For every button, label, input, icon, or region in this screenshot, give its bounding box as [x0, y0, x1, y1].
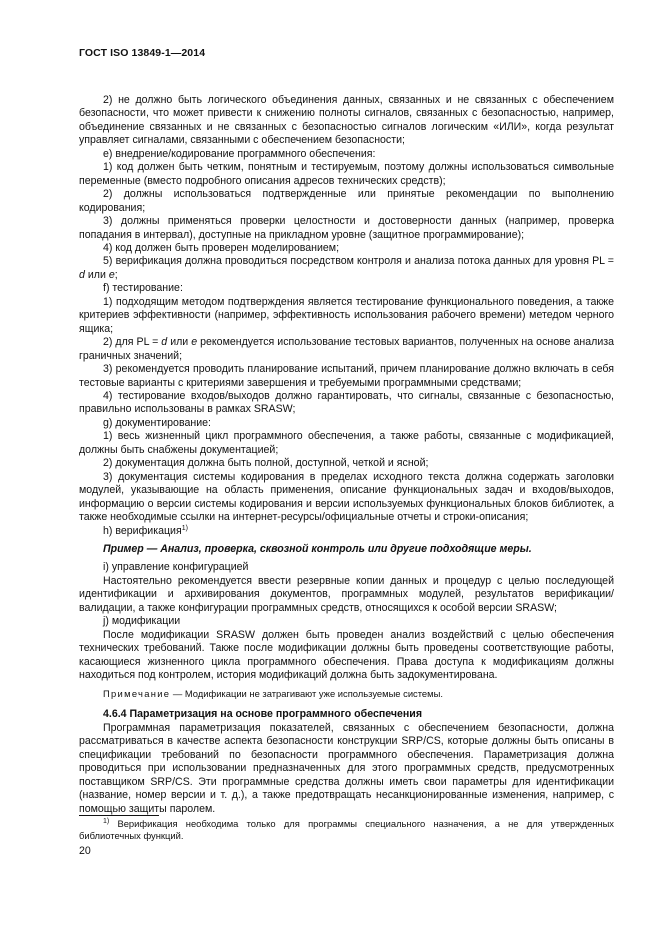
footnote-mark: 1)	[103, 818, 110, 825]
list-item: 3) должны применяться проверки целостности и достоверности данных (например, проверка попадания в интервал), доступные на прикладном уровне (защитное программирование);	[79, 215, 614, 241]
list-item: 1) код должен быть четким, понятным и тестируемым, поэтому должны использоваться символьные переменные (вместо подробного описания адресов технических средств);	[79, 161, 614, 187]
list-item-test-pl: 2) для PL = d или e рекомендуется использование тестовых вариантов, полученных на основе анализа граничных значений;	[79, 336, 614, 362]
footnote-divider	[79, 815, 159, 816]
list-item: 3) документация системы кодирования в пределах исходного текста должна содержать заголовки модулей, указывающие на область применения, описание функциональных задач и входов/выходов, информацию о версии системы кодирования и версии используемых функциональных блоков библиотек, а также необходимые ссылки на интернет-ресурсы/официальные отчеты и строки-описания;	[79, 470, 614, 524]
list-item: 1) подходящим методом подтверждения является тестирование функционального поведения, а также критериев эффективности (например, эффективность использования рабочего времени) метедом черного ящика;	[79, 295, 614, 335]
paragraph: Настоятельно рекомендуется ввести резервные копии данных и процедур с целью последующей идентификации и архивирования документов, программных модулей, результатов верификации/валидации, а также конфигурации программных средств, относящихся к особой версии SRASW;	[79, 574, 614, 614]
example-text: Пример — Анализ, проверка, сквозной контроль или другие подходящие меры.	[103, 542, 532, 555]
list-heading: j) модификации	[103, 615, 181, 628]
list-item: 4) тестирование входов/выходов должно гарантировать, что сигналы, связанные с безопасностью, правильно использованы в рамках SRASW;	[79, 389, 614, 416]
page-body	[79, 94, 614, 816]
list-item: 1) весь жизненный цикл программного обеспечения, а также работы, связанные с модификацией, должны быть снабжены документацией;	[79, 430, 614, 456]
list-item: 2) документация должна быть полной, доступной, четкой и ясной;	[103, 457, 429, 470]
page-number: 20	[79, 845, 91, 857]
list-item: 4) код должен быть проверен моделированием;	[103, 241, 340, 254]
list-item-verification-pl: 5) верификация должна проводиться посредством контроля и анализа потока данных для уровня PL = d или e;	[79, 255, 614, 281]
section-heading: 4.6.4 Параметризация на основе программного обеспечения	[103, 708, 423, 721]
paragraph: Программная параметризация показателей, связанных с обеспечением безопасности, должна рассматриваться в качестве аспекта безопасности конструкции SRP/CS, которые должны быть описаны в спецификации требований по безопасности программного обеспечения. Параметризация должна проводиться при использовании предназначенных для этого программных средств, предусмотренных поставщиком SRP/CS. Эти программные средства должны иметь свои параметры для идентификации (название, номер версии и т. д.), а также предотвращать несанкционированные изменения, например, с помощью защиты паролем.	[79, 721, 614, 815]
paragraph: 2) не должно быть логического объединения данных, связанных и не связанных с обеспечением безопасности, что может привести к снижению полноты сигналов, связанных с безопасностью, например, объединение связанных и не связанных с безопасностью сигналов логическим «ИЛИ», когда результат управляет сигналами, связанными с обеспечением безопасности;	[79, 94, 614, 147]
document-header: ГОСТ ISO 13849-1—2014	[79, 47, 206, 59]
paragraph: После модификации SRASW должен быть проведен анализ воздействий с целью обеспечения технических требований. Также после модификации должны быть проведены соответствующие работы, касающиеся жизненного цикла программного обеспечения. Права доступа к модификациям должны находиться под контролем, история модификаций должна быть задокументирована.	[79, 628, 614, 682]
note: Примечание — Модификации не затрагивают уже используемые системы.	[103, 688, 443, 700]
list-heading-verification: h) верификация$^{1)}$	[103, 524, 188, 537]
list-heading: i) управление конфигурацией	[103, 561, 249, 574]
footnote-ref: 1)	[181, 524, 188, 532]
note-label: Примечание	[103, 688, 171, 700]
footnote: $^{1)}$ Верификация необходима только для программы специального назначения, а не для утвержденных библиотечных функций.	[79, 818, 614, 841]
list-item: 2) должны использоваться подтвержденные или принятые рекомендации по выполнению кодирования;	[79, 188, 614, 214]
list-heading: е) внедрение/кодирование программного обеспечения:	[103, 147, 376, 160]
list-heading: g) документирование:	[103, 416, 211, 429]
list-item: 3) рекомендуется проводить планирование испытаний, причем планирование должно включать в себя тестовые варианты с критериями завершения и требуемыми программными средствами;	[79, 363, 614, 389]
list-heading: f) тестирование:	[103, 282, 183, 295]
